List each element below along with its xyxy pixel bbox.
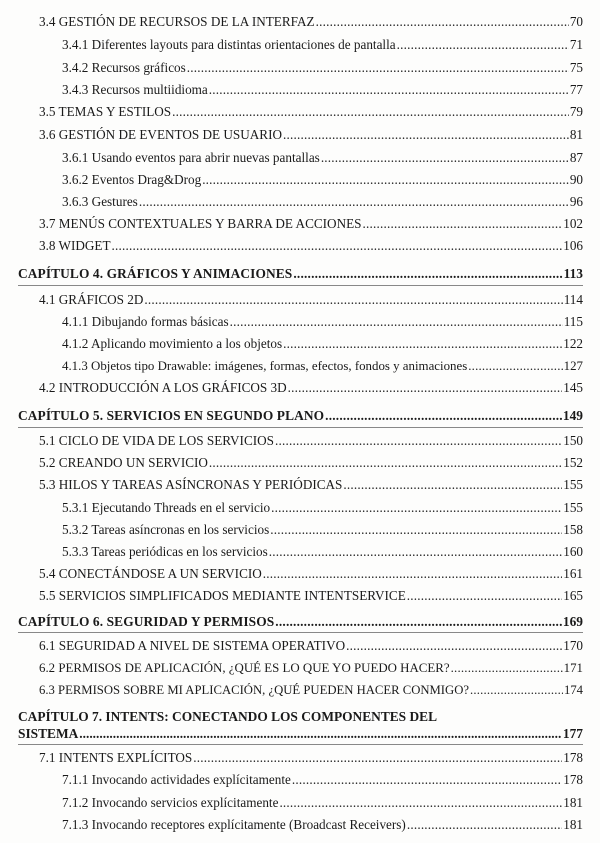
toc-entry (39, 566, 583, 582)
toc-entry (62, 172, 583, 188)
toc-entry (62, 150, 583, 166)
toc-entry-label: 3.6.3 Gestures (62, 194, 138, 209)
toc-entry (39, 682, 583, 698)
toc-entry-label: 4.1 GRÁFICOS 2D (39, 292, 144, 307)
toc-entry-label: 3.6 GESTIÓN DE EVENTOS DE USUARIO (39, 127, 282, 142)
chapter-rule (18, 632, 583, 633)
toc-entry-page: 155 (563, 477, 583, 492)
toc-entry-page: 96 (569, 194, 583, 209)
toc-entry (39, 588, 583, 604)
toc-entry-page: 75 (569, 60, 583, 75)
toc-entry-label: 3.4 GESTIÓN DE RECURSOS DE LA INTERFAZ (39, 14, 315, 29)
toc-entry (62, 314, 583, 330)
toc-entry (62, 500, 583, 516)
toc-entry-page: 178 (563, 772, 583, 787)
toc-entry-label: 7.1 INTENTS EXPLÍCITOS (39, 750, 193, 765)
toc-chapter-label: CAPÍTULO 6. SEGURIDAD Y PERMISOS (18, 614, 275, 629)
toc-entry-page: 115 (563, 314, 583, 329)
toc-chapter-label: CAPÍTULO 5. SERVICIOS EN SEGUNDO PLANO (18, 408, 325, 423)
toc-chapter-label-line1: CAPÍTULO 7. INTENTS: CONECTANDO LOS COMPONENTES DEL (18, 709, 438, 724)
toc-entry-page: 161 (563, 566, 583, 581)
toc-entry (39, 638, 583, 654)
toc-entry (62, 358, 583, 374)
toc-entry-page: 87 (569, 150, 583, 165)
toc-entry (62, 817, 583, 833)
toc-entry-page: 79 (569, 104, 583, 119)
toc-entry-page: 174 (563, 683, 583, 697)
toc-entry-label: 3.4.2 Recursos gráficos (62, 60, 186, 75)
toc-entry-label: 3.4.1 Diferentes layouts para distintas orientaciones de pantalla (62, 37, 396, 52)
toc-entry-label: 4.1.2 Aplicando movimiento a los objetos (62, 336, 283, 351)
chapter-rule (18, 285, 583, 286)
toc-entry-page: 122 (563, 336, 583, 351)
toc-entry (62, 336, 583, 352)
toc-entry-label: 6.3 PERMISOS SOBRE MI APLICACIÓN, ¿QUÉ PUEDEN HACER CONMIGO? (39, 683, 469, 697)
toc-entry-label: 5.3.3 Tareas periódicas en los servicios (62, 544, 268, 559)
toc-entry-page: 152 (563, 455, 583, 470)
toc-entry-label: 7.1.2 Invocando servicios explícitamente (62, 795, 279, 810)
toc-entry (62, 522, 583, 538)
toc-chapter (18, 408, 583, 424)
toc-entry-label: 5.3.2 Tareas asíncronas en los servicios (62, 522, 270, 537)
toc-entry-label: 4.2 INTRODUCCIÓN A LOS GRÁFICOS 3D (39, 380, 287, 395)
toc-entry (39, 433, 583, 449)
chapter-rule (18, 744, 583, 745)
toc-entry (62, 544, 583, 560)
toc-entry-label: 6.2 PERMISOS DE APLICACIÓN, ¿QUÉ ES LO QUE YO PUEDO HACER? (39, 661, 450, 675)
chapter-rule (18, 427, 583, 428)
toc-entry-label: 3.7 MENÚS CONTEXTUALES Y BARRA DE ACCIONES (39, 216, 362, 231)
toc-entry-page: 170 (563, 638, 583, 653)
toc-entry-label: 5.1 CICLO DE VIDA DE LOS SERVICIOS (39, 433, 274, 448)
toc-chapter-page: 149 (562, 408, 583, 423)
toc-entry (62, 60, 583, 76)
toc-entry-page: 77 (569, 82, 583, 97)
toc-entry (39, 660, 583, 676)
toc-chapter-page: 113 (563, 266, 583, 281)
toc-entry-page: 145 (563, 380, 583, 395)
toc-chapter (18, 266, 583, 282)
toc-chapter-label: CAPÍTULO 4. GRÁFICOS Y ANIMACIONES (18, 266, 293, 281)
toc-entry-page: 181 (563, 795, 583, 810)
toc-entry-page: 71 (569, 37, 583, 52)
toc-entry-label: 4.1.1 Dibujando formas básicas (62, 314, 229, 329)
toc-entry-label: 7.1.3 Invocando receptores explícitamente (Broadcast Receivers) (62, 817, 406, 832)
toc-entry-label: 5.2 CREANDO UN SERVICIO (39, 455, 208, 470)
toc-chapter-page: 169 (562, 614, 583, 629)
toc-entry (39, 104, 583, 120)
toc-entry (39, 380, 583, 396)
toc-entry-label: 4.1.3 Objetos tipo Drawable: imágenes, formas, efectos, fondos y animaciones (62, 359, 468, 373)
toc-entry-label: 5.4 CONECTÁNDOSE A UN SERVICIO (39, 566, 262, 581)
toc-entry (39, 127, 583, 143)
toc-chapter-page: 177 (562, 726, 583, 741)
toc-entry-page: 178 (563, 750, 583, 765)
toc-entry-label: 5.5 SERVICIOS SIMPLIFICADOS MEDIANTE INTENTSERVICE (39, 588, 406, 603)
toc-entry (62, 194, 583, 210)
toc-entry-label: 5.3.1 Ejecutando Threads en el servicio (62, 500, 271, 515)
toc-entry-label: 3.5 TEMAS Y ESTILOS (39, 104, 172, 119)
toc-entry-page: 106 (563, 238, 583, 253)
toc-entry (39, 750, 583, 766)
toc-entry-page: 114 (563, 292, 583, 307)
toc-entry-page: 150 (563, 433, 583, 448)
toc-entry-page: 81 (569, 127, 583, 142)
toc-entry-label: 3.6.2 Eventos Drag&Drog (62, 172, 202, 187)
toc-entry-page: 127 (563, 359, 583, 373)
toc-entry-page: 158 (563, 522, 583, 537)
toc-chapter (18, 614, 583, 630)
toc-entry (39, 14, 583, 30)
toc-entry (39, 238, 583, 254)
toc-entry-page: 155 (563, 500, 583, 515)
toc-chapter-label-line2: SISTEMA (18, 726, 79, 741)
toc-entry (62, 795, 583, 811)
toc-entry-page: 165 (563, 588, 583, 603)
toc-entry-label: 3.8 WIDGET (39, 238, 111, 253)
toc-entry (39, 455, 583, 471)
toc-entry-label: 7.1.1 Invocando actividades explícitamente (62, 772, 291, 787)
toc-entry-label: 3.4.3 Recursos multiidioma (62, 82, 208, 97)
toc-entry (62, 82, 583, 98)
toc-entry-label: 6.1 SEGURIDAD A NIVEL DE SISTEMA OPERATIVO (39, 638, 346, 653)
toc-entry-page: 70 (569, 14, 583, 29)
toc-entry (39, 477, 583, 493)
toc-entry-page: 90 (569, 172, 583, 187)
toc-entry-label: 3.6.1 Usando eventos para abrir nuevas pantallas (62, 150, 320, 165)
toc-entry-label: 5.3 HILOS Y TAREAS ASÍNCRONAS Y PERIÓDICAS (39, 477, 343, 492)
toc-entry (62, 772, 583, 788)
toc-entry (62, 37, 583, 53)
toc-entry-page: 102 (563, 216, 583, 231)
toc-entry (39, 216, 583, 232)
toc-entry-page: 171 (563, 661, 583, 675)
toc-entry-page: 181 (563, 817, 583, 832)
toc-chapter (18, 708, 583, 742)
toc-entry-page: 160 (563, 544, 583, 559)
toc-entry (39, 292, 583, 308)
